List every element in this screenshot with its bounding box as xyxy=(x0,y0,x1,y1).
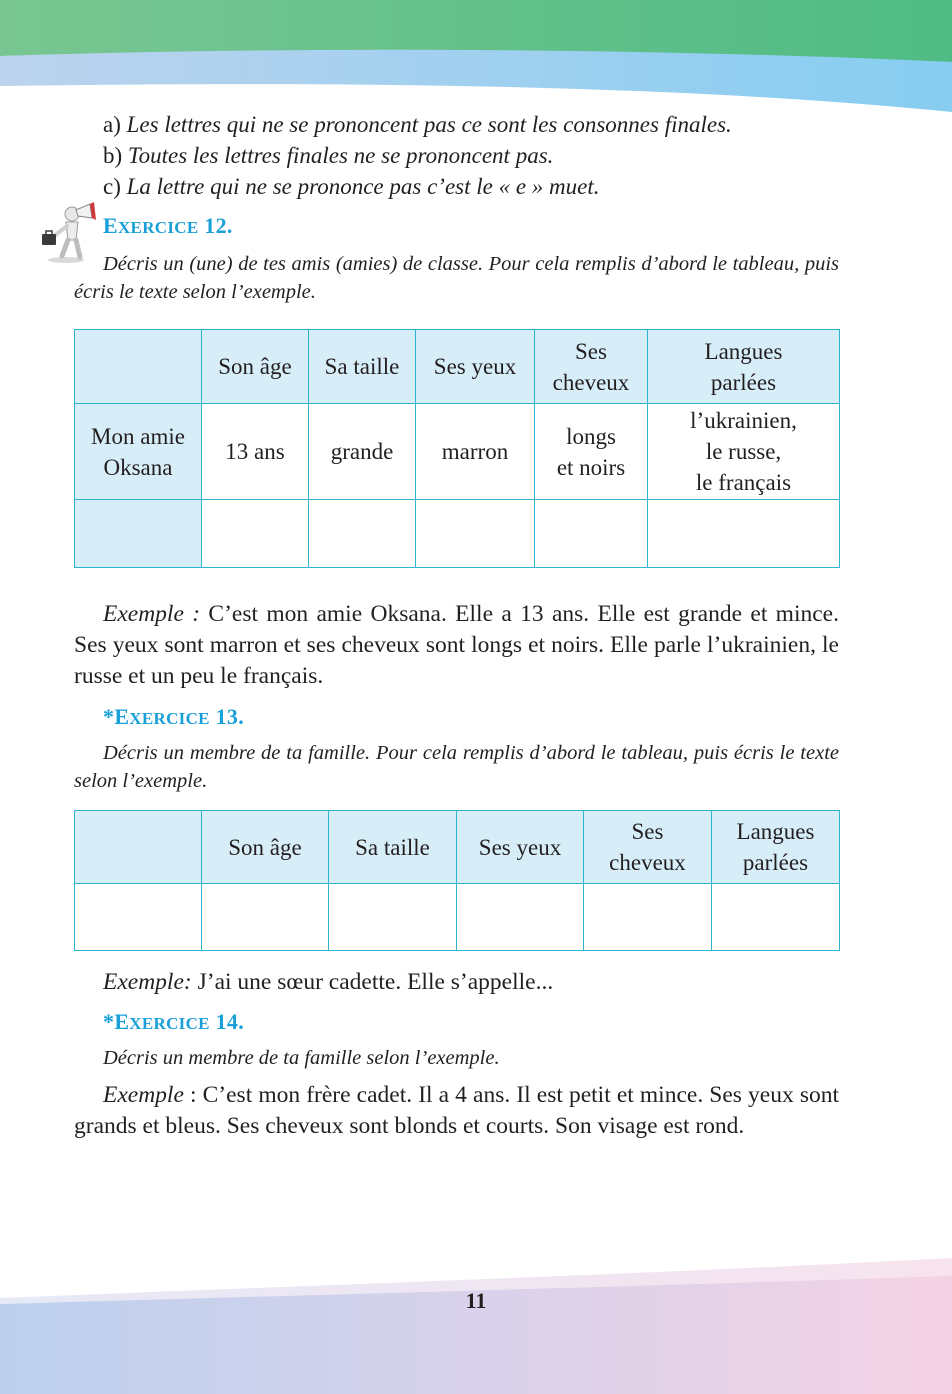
answer-a: a) Les lettres qui ne se prononcent pas ce sont les consonnes finales. xyxy=(103,112,732,137)
table-cell[interactable] xyxy=(416,500,535,568)
table-header-cell: Langues parlées xyxy=(648,330,840,404)
table-cell[interactable] xyxy=(202,884,329,951)
exercise-12-table xyxy=(74,329,840,568)
table-header-cell xyxy=(75,811,202,884)
table-header-row xyxy=(75,330,840,404)
exercise-12-title: EXERCICE 12. xyxy=(103,213,233,238)
table-cell: grande xyxy=(309,404,416,500)
table-cell: marron xyxy=(416,404,535,500)
table-header-cell: Ses cheveux xyxy=(535,330,648,404)
table-row xyxy=(75,404,840,500)
top-decorative-band xyxy=(0,0,952,120)
table-header-cell: Sa taille xyxy=(309,330,416,404)
table-cell[interactable] xyxy=(712,884,840,951)
table-header-row xyxy=(75,811,840,884)
exercise-13-example xyxy=(74,967,839,998)
table-header-cell: Son âge xyxy=(202,330,309,404)
exercise-13-table xyxy=(74,810,840,951)
example-label: Exemple xyxy=(103,1082,184,1108)
table-header-cell: Ses yeux xyxy=(416,330,535,404)
table-header-cell: Ses cheveux xyxy=(584,811,712,884)
example-label: Exemple: xyxy=(103,969,192,995)
example-text: : C’est mon frère cadet. Il a 4 ans. Il est petit et mince. Ses yeux sont grands et bleus. Ses cheveux sont blonds et courts. Son visage est rond. xyxy=(74,1082,839,1139)
answer-c: c) La lettre qui ne se prononce pas c’est le « e » muet. xyxy=(103,174,600,199)
example-text: J’ai une sœur cadette. Elle s’appelle... xyxy=(191,969,554,995)
table-cell: Mon amie Oksana xyxy=(75,404,202,500)
exercise-14-title: *EXERCICE 14. xyxy=(103,1009,245,1034)
table-cell: l’ukrainien, le russe, le français xyxy=(648,404,840,500)
table-cell[interactable] xyxy=(535,500,648,568)
table-header-cell xyxy=(75,330,202,404)
table-row-empty xyxy=(75,884,840,951)
exercise-12-example xyxy=(74,599,839,692)
table-header-cell: Langues parlées xyxy=(712,811,840,884)
table-header-cell: Sa taille xyxy=(329,811,457,884)
page-number: 11 xyxy=(465,1288,487,1313)
table-cell[interactable] xyxy=(648,500,840,568)
exercise-13-instruction: Décris un membre de ta famille. Pour cela remplis d’abord le tableau, puis écris le texte selon l’exemple. xyxy=(74,742,839,792)
table-cell[interactable] xyxy=(202,500,309,568)
table-cell[interactable] xyxy=(75,500,202,568)
table-cell[interactable] xyxy=(309,500,416,568)
example-text: C’est mon amie Oksana. Elle a 13 ans. Elle est grande et mince. Ses yeux sont marron et ses cheveux sont longs et noirs. Elle parle l’ukrainien, le russe et un peu le français. xyxy=(74,601,839,689)
table-cell[interactable] xyxy=(329,884,457,951)
exercise-14-example xyxy=(74,1080,839,1142)
table-header-cell: Son âge xyxy=(202,811,329,884)
table-cell[interactable] xyxy=(457,884,584,951)
bottom-decorative-band xyxy=(0,1250,952,1394)
exercise-12-instruction: Décris un (une) de tes amis (amies) de classe. Pour cela remplis d’abord le tableau, puis écris le texte selon l’exemple. xyxy=(74,253,839,303)
answer-b: b) Toutes les lettres finales ne se prononcent pas. xyxy=(103,143,554,168)
example-label: Exemple : xyxy=(103,601,201,627)
exercise-13-title: *EXERCICE 13. xyxy=(103,704,245,729)
table-header-cell: Ses yeux xyxy=(457,811,584,884)
table-cell[interactable] xyxy=(584,884,712,951)
exercise-14-instruction: Décris un membre de ta famille selon l’exemple. xyxy=(103,1047,500,1069)
table-cell: 13 ans xyxy=(202,404,309,500)
table-row-empty xyxy=(75,500,840,568)
table-cell: longs et noirs xyxy=(535,404,648,500)
table-cell[interactable] xyxy=(75,884,202,951)
